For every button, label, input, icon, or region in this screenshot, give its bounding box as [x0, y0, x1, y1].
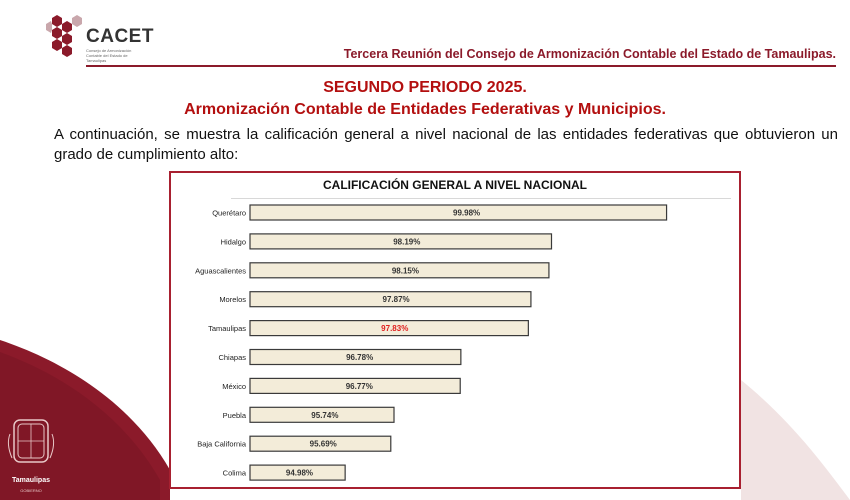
category-label-hidalgo: Hidalgo: [220, 237, 246, 247]
chart-container: [169, 171, 741, 489]
bar-chart: [171, 173, 739, 487]
category-label-chiapas: Chiapas: [218, 353, 246, 362]
category-label-morelos: Morelos: [219, 295, 246, 305]
category-label-puebla: Puebla: [222, 410, 246, 420]
category-label-baja-california: Baja California: [197, 439, 246, 449]
data-label-morelos: 97.87%: [382, 295, 410, 305]
page-header-title: Tercera Reunión del Consejo de Armonización Contable del Estado de Tamaulipas.: [343, 47, 836, 61]
tamaulipas-coat-of-arms-icon: [4, 414, 58, 474]
logo-subtitle: Consejo de Armonización Contable del Estado de Tamaulipas: [86, 48, 132, 63]
intro-paragraph: A continuación, se muestra la calificación general a nivel nacional de las entidades federativas que obtuvieron un grado de cumplimiento alto:: [54, 126, 838, 163]
state-name: Tamaulipas: [12, 477, 50, 484]
chart-title: CALIFICACIÓN GENERAL A NIVEL NACIONAL: [322, 178, 587, 192]
state-subtitle: GOBIERNO: [20, 488, 42, 493]
period-heading: SEGUNDO PERIODO 2025.: [323, 79, 527, 96]
data-label-colima: 94.98%: [285, 468, 314, 478]
header-divider: [86, 65, 836, 67]
data-label-baja-california: 95.69%: [309, 439, 337, 449]
category-label-aguascalientes: Aguascalientes: [195, 266, 246, 276]
data-label-chiapas: 96.78%: [346, 353, 374, 362]
section-heading: Armonización Contable de Entidades Federativas y Municipios.: [184, 101, 666, 118]
data-label-puebla: 95.74%: [311, 410, 339, 420]
data-label-queretaro: 99.98%: [453, 208, 481, 218]
data-label-tamaulipas: 97.83%: [381, 324, 409, 334]
category-label-queretaro: Querétaro: [212, 208, 246, 218]
cacet-logo-icon: [46, 14, 82, 60]
logo-name: CACET: [86, 26, 154, 47]
category-label-colima: Colima: [222, 468, 246, 478]
data-label-mexico: 96.77%: [345, 381, 373, 391]
category-label-mexico: México: [222, 381, 246, 391]
data-label-hidalgo: 98.19%: [393, 237, 421, 247]
category-label-tamaulipas: Tamaulipas: [208, 324, 246, 334]
data-label-aguascalientes: 98.15%: [391, 266, 420, 276]
